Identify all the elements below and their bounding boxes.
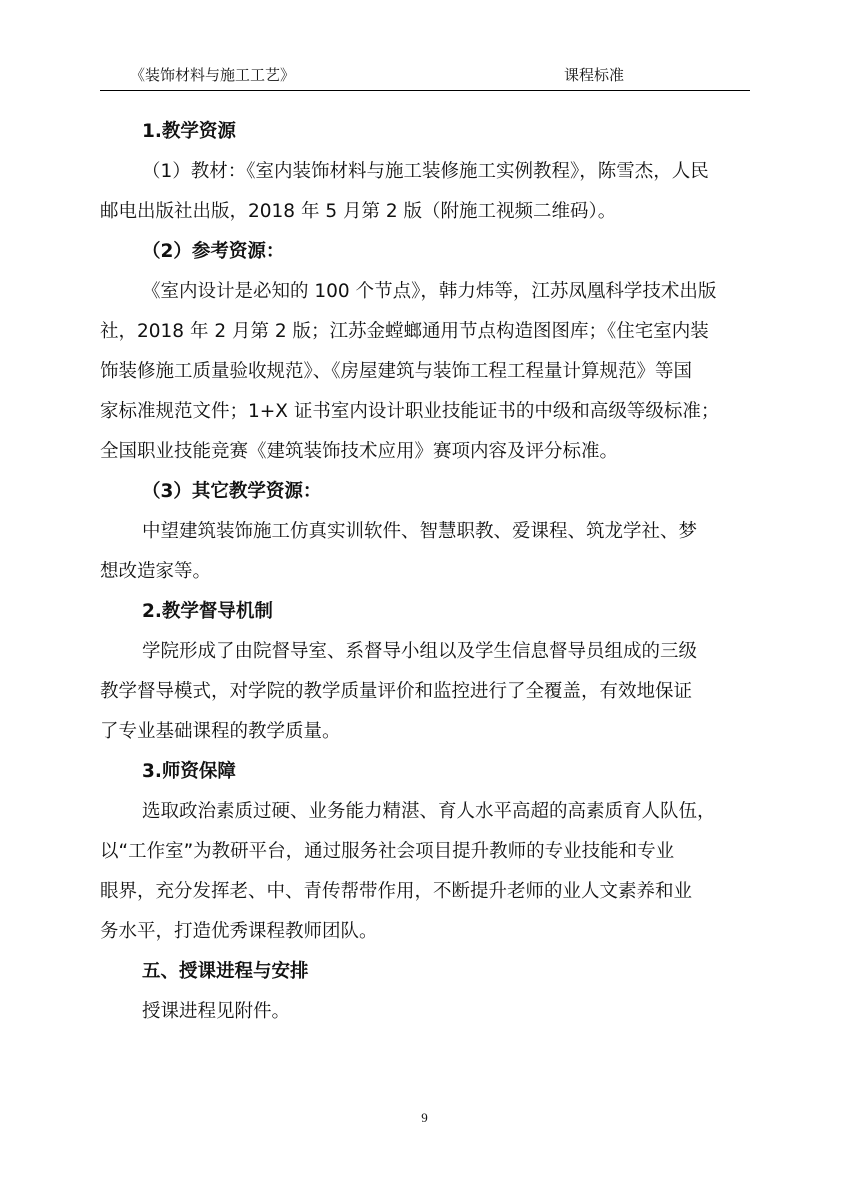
text-line: 邮电出版社出版，2018 年 5 月第 2 版（附施工视频二维码）。 — [100, 201, 617, 222]
subheading-other-resources: （3）其它教学资源： — [142, 481, 322, 502]
paragraph-supervision — [100, 636, 750, 756]
text-line: 务水平，打造优秀课程教师团队。 — [100, 921, 378, 942]
text-line: 社，2018 年 2 月第 2 版；江苏金螳螂通用节点构造图图库；《住宅室内装 — [100, 321, 709, 342]
header-course-title: 《装饰材料与施工工艺》 — [130, 66, 296, 84]
section-heading-faculty: 3.师资保障 — [142, 761, 236, 782]
text-line: 饰装修施工质量验收规范》、《房屋建筑与装饰工程工程量计算规范》等国 — [100, 361, 693, 382]
paragraph-schedule — [100, 996, 750, 1036]
paragraph-faculty — [100, 796, 750, 956]
text-line: 以“工作室”为教研平台，通过服务社会项目提升教师的专业技能和专业 — [100, 841, 675, 862]
section-heading-teaching-resources: 1.教学资源 — [142, 121, 236, 142]
section-heading-supervision: 2.教学督导机制 — [142, 601, 273, 622]
paragraph-reference-resources — [100, 276, 750, 476]
text-line: 家标准规范文件；1+X 证书室内设计职业技能证书的中级和高级等级标准； — [100, 401, 720, 422]
text-line: 学院形成了由院督导室、系督导小组以及学生信息督导员组成的三级 — [142, 641, 698, 662]
text-line: 想改造家等。 — [100, 561, 212, 582]
subheading-reference-resources: （2）参考资源： — [142, 241, 285, 262]
text-line: 了专业基础课程的教学质量。 — [100, 721, 341, 742]
paragraph-textbook — [100, 156, 750, 236]
page-number: 9 — [421, 1110, 428, 1125]
text-line: 眼界，充分发挥老、中、青传帮带作用，不断提升老师的业人文素养和业 — [100, 881, 693, 902]
paragraph-other-resources — [100, 516, 750, 596]
text-line: 《室内设计是必知的 100 个节点》，韩力炜等，江苏凤凰科学技术出版 — [142, 281, 717, 302]
section-heading-schedule: 五、授课进程与安排 — [142, 961, 309, 982]
page-header — [100, 62, 750, 91]
text-line: （1）教材：《室内装饰材料与施工装修施工实例教程》，陈雪杰，人民 — [142, 161, 709, 182]
document-body — [100, 116, 750, 1036]
header-document-type: 课程标准 — [564, 66, 625, 84]
text-line: 选取政治素质过硬、业务能力精湛、育人水平高超的高素质育人队伍， — [142, 801, 716, 822]
text-line: 中望建筑装饰施工仿真实训软件、智慧职教、爱课程、筑龙学社、梦 — [142, 521, 698, 542]
text-line: 授课进程见附件。 — [142, 1001, 291, 1022]
text-line: 全国职业技能竞赛《建筑装饰技术应用》赛项内容及评分标准。 — [100, 441, 619, 462]
text-line: 教学督导模式，对学院的教学质量评价和监控进行了全覆盖，有效地保证 — [100, 681, 693, 702]
